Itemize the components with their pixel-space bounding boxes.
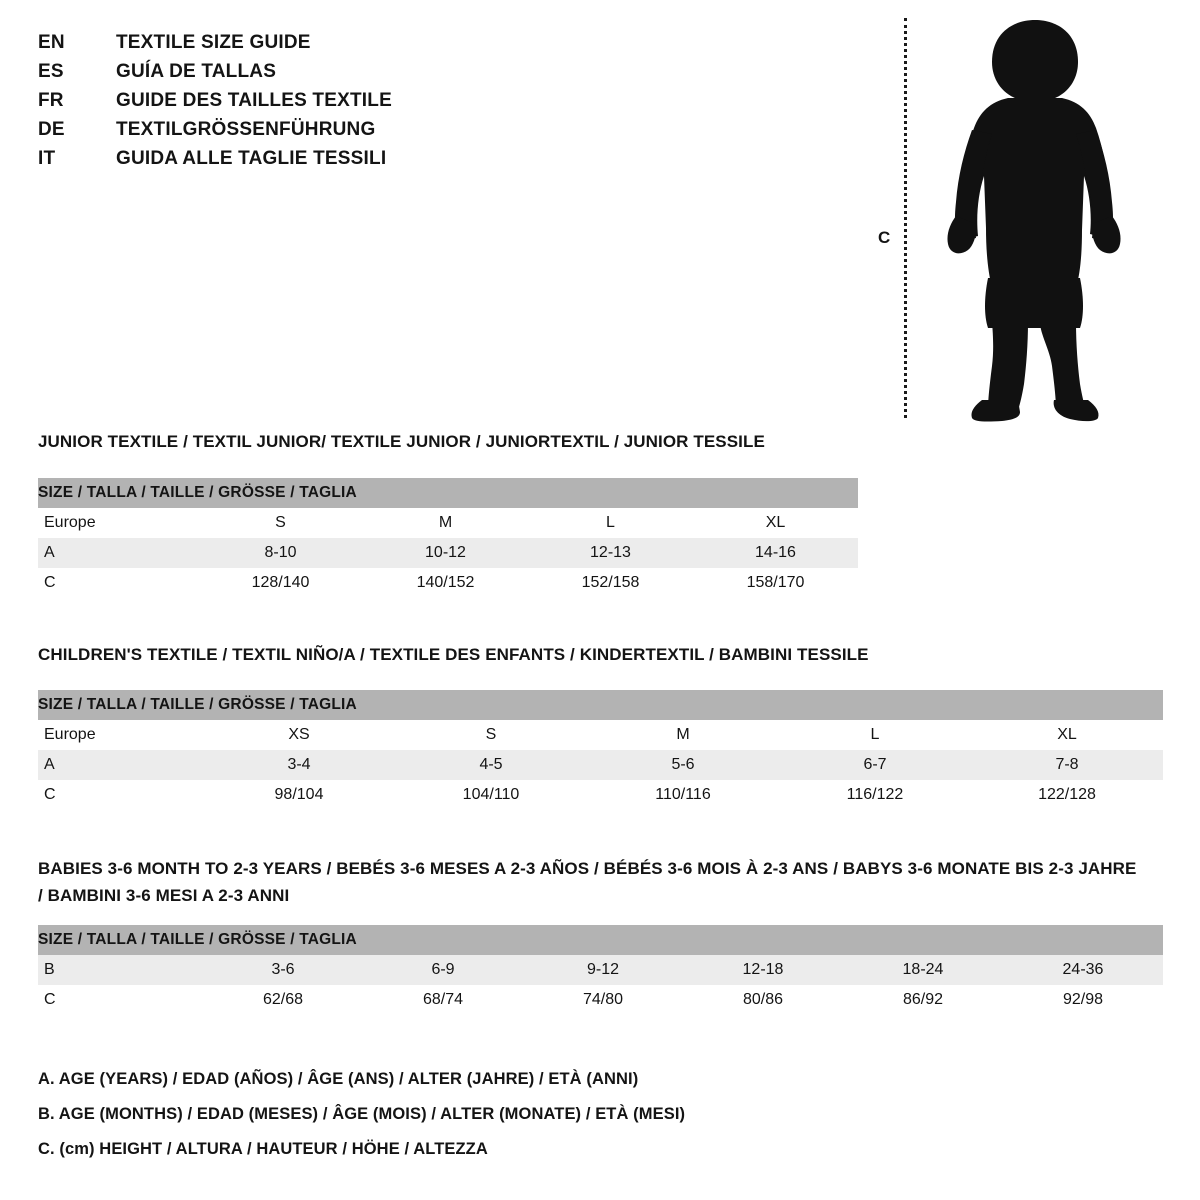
value-cell: 92/98 [1003,985,1163,1015]
row-label: B [38,955,203,985]
value-cell: 104/110 [395,780,587,810]
language-row [38,32,658,61]
table-header-bar-row [38,478,858,508]
size-bar-label: SIZE / TALLA / TAILLE / GRÖSSE / TAGLIA [38,478,858,508]
height-dotted-line [904,18,907,418]
language-title: TEXTILE SIZE GUIDE [116,32,311,53]
language-code: EN [38,32,65,53]
section-heading-junior: JUNIOR TEXTILE / TEXTIL JUNIOR/ TEXTILE JUNIOR / JUNIORTEXTIL / JUNIOR TESSILE [38,432,765,451]
children-size-table [38,690,1163,810]
value-cell: 18-24 [843,955,1003,985]
language-title: GUÍA DE TALLAS [116,61,277,82]
value-cell: 6-7 [779,750,971,780]
table-header-bar-row [38,925,1163,955]
value-cell: 12-13 [528,538,693,568]
table-row [38,508,858,538]
language-code: ES [38,61,64,82]
value-cell: 140/152 [363,568,528,598]
value-cell: 80/86 [683,985,843,1015]
size-bar-label: SIZE / TALLA / TAILLE / GRÖSSE / TAGLIA [38,925,1163,955]
value-cell: 12-18 [683,955,843,985]
value-cell: 110/116 [587,780,779,810]
value-cell: 62/68 [203,985,363,1015]
table-row [38,750,1163,780]
height-measurement-figure [878,10,1142,425]
legend-line-a: A. AGE (YEARS) / EDAD (AÑOS) / ÂGE (ANS) / ALTER (JAHRE) / ETÀ (ANNI) [38,1070,639,1088]
language-row [38,119,658,148]
value-cell: 68/74 [363,985,523,1015]
value-cell: 3-4 [203,750,395,780]
language-code: FR [38,90,64,111]
size-cell: M [363,508,528,538]
value-cell: 98/104 [203,780,395,810]
value-cell: 116/122 [779,780,971,810]
value-cell: 9-12 [523,955,683,985]
language-row [38,61,658,90]
value-cell: 4-5 [395,750,587,780]
row-label-europe: Europe [38,508,198,538]
value-cell: 10-12 [363,538,528,568]
table-row [38,568,858,598]
row-label: A [38,750,203,780]
language-title: GUIDA ALLE TAGLIE TESSILI [116,148,387,169]
table-row [38,720,1163,750]
babies-size-table [38,925,1163,1015]
value-cell: 24-36 [1003,955,1163,985]
row-label: A [38,538,198,568]
language-code: IT [38,148,56,169]
size-cell: XL [971,720,1163,750]
size-bar-label: SIZE / TALLA / TAILLE / GRÖSSE / TAGLIA [38,690,1163,720]
table-row [38,985,1163,1015]
junior-size-table [38,478,858,598]
language-title: TEXTILGRÖSSENFÜHRUNG [116,119,376,140]
row-label: C [38,780,203,810]
value-cell: 152/158 [528,568,693,598]
value-cell: 5-6 [587,750,779,780]
size-cell: S [395,720,587,750]
size-cell: S [198,508,363,538]
legend-line-c: C. (cm) HEIGHT / ALTURA / HAUTEUR / HÖHE / ALTEZZA [38,1140,488,1158]
value-cell: 7-8 [971,750,1163,780]
section-heading-babies: BABIES 3-6 MONTH TO 2-3 YEARS / BEBÉS 3-6 MESES A 2-3 AÑOS / BÉBÉS 3-6 MOIS À 2-3 ANS / BABYS 3-6 MONATE BIS 2-3 JAHRE / BAMBINI 3-6 MESI A 2-3 ANNI [38,859,1137,905]
value-cell: 86/92 [843,985,1003,1015]
language-title-block [38,32,658,177]
table-row [38,955,1163,985]
size-cell: L [779,720,971,750]
size-cell: XS [203,720,395,750]
language-title: GUIDE DES TAILLES TEXTILE [116,90,392,111]
section-heading-children: CHILDREN'S TEXTILE / TEXTIL NIÑO/A / TEXTILE DES ENFANTS / KINDERTEXTIL / BAMBINI TESSILE [38,645,869,664]
value-cell: 122/128 [971,780,1163,810]
row-label-europe: Europe [38,720,203,750]
table-header-bar-row [38,690,1163,720]
table-row [38,538,858,568]
value-cell: 6-9 [363,955,523,985]
row-label: C [38,568,198,598]
value-cell: 3-6 [203,955,363,985]
table-row [38,780,1163,810]
value-cell: 74/80 [523,985,683,1015]
value-cell: 158/170 [693,568,858,598]
language-row [38,90,658,119]
child-silhouette-icon [930,16,1140,424]
size-cell: L [528,508,693,538]
value-cell: 14-16 [693,538,858,568]
size-cell: M [587,720,779,750]
legend-line-b: B. AGE (MONTHS) / EDAD (MESES) / ÂGE (MOIS) / ALTER (MONATE) / ETÀ (MESI) [38,1105,686,1123]
value-cell: 8-10 [198,538,363,568]
height-measure-label: C [878,228,891,247]
value-cell: 128/140 [198,568,363,598]
row-label: C [38,985,203,1015]
language-code: DE [38,119,65,140]
size-cell: XL [693,508,858,538]
language-row [38,148,658,177]
